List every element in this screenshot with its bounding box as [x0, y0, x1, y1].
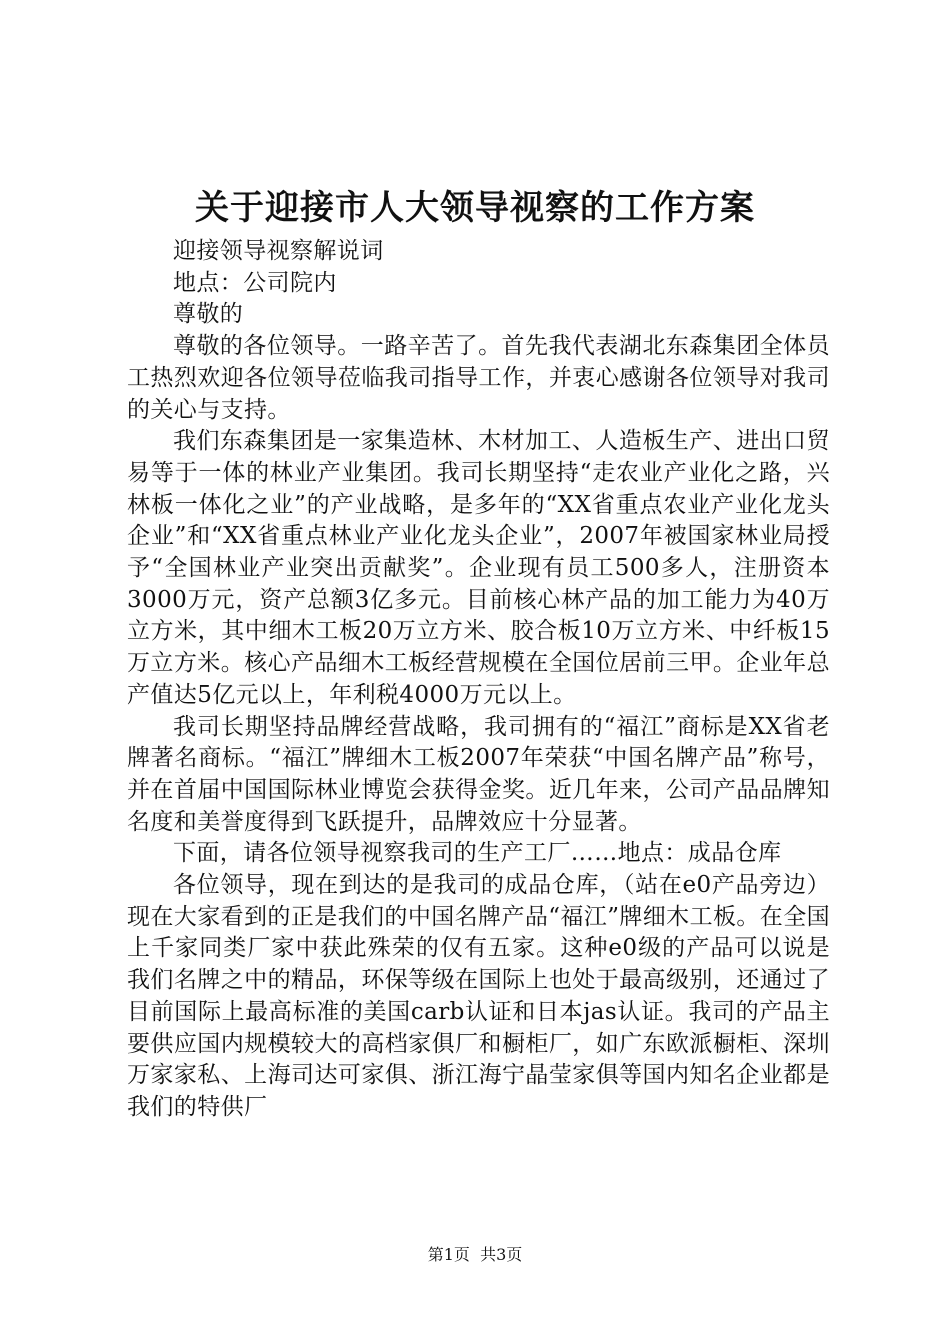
paragraph-heading: 迎接领导视察解说词 [173, 238, 384, 264]
document-body [127, 236, 830, 1124]
page-number-footer: 第1页 共3页 [427, 1245, 523, 1264]
paragraph-warehouse: 各位领导，现在到达的是我司的成品仓库，（站在e0产品旁边）现在大家看到的正是我们的中国名牌产品“福江”牌细木工板。在全国上千家同类厂家中获此殊荣的仅有五家。这种e0级的产品可以说是我们名牌之中的精品，环保等级在国际上也处于最高级别，还通过了目前国际上最高标准的美国carb认证和日本jas认证。我司的产品主要供应国内规模较大的高档家俱厂和橱柜厂，如广东欧派橱柜、深圳万家家私、上海司达可家俱、浙江海宁晶莹家俱等国内知名企业都是我们的特供厂 [127, 872, 830, 1120]
paragraph-salutation: 尊敬的 [173, 301, 244, 328]
document-title: 关于迎接市人大领导视察的工作方案 [195, 188, 755, 228]
paragraph-company-intro: 我们东森集团是一家集造林、木材加工、人造板生产、进出口贸易等于一体的林业产业集团。我司长期坚持“走农业产业化之路，兴林板一体化之业”的产业战略，是多年的“XX省重点农业产业化龙头企业”和“XX省重点林业产业化龙头企业”，2007年被国家林业局授予“全国林业产业突出贡献奖”。企业现有员工500多人，注册资本3000万元，资产总额3亿多元。目前核心林产品的加工能力为40万立方米，其中细木工板20万立方米、胶合板10万立方米、中纤板15万立方米。核心产品细木工板经营规模在全国位居前三甲。企业年总产值达5亿元以上，年利税4000万元以上。 [127, 428, 830, 708]
paragraph-welcome: 尊敬的各位领导。一路辛苦了。首先我代表湖北东森集团全体员工热烈欢迎各位领导莅临我司指导工作，并衷心感谢各位领导对我司的关心与支持。 [127, 333, 830, 423]
paragraph-location: 地点：公司院内 [173, 269, 337, 296]
paragraph-brand-strategy: 我司长期坚持品牌经营战略，我司拥有的“福江”商标是XX省老牌著名商标。“福江”牌细木工板2007年荣获“中国名牌产品”称号，并在首届中国国际林业博览会获得金奖。近几年来，公司产品品牌知名度和美誉度得到飞跃提升，品牌效应十分显著。 [127, 713, 830, 835]
paragraph-transition: 下面，请各位领导视察我司的生产工厂……地点：成品仓库 [173, 840, 782, 867]
